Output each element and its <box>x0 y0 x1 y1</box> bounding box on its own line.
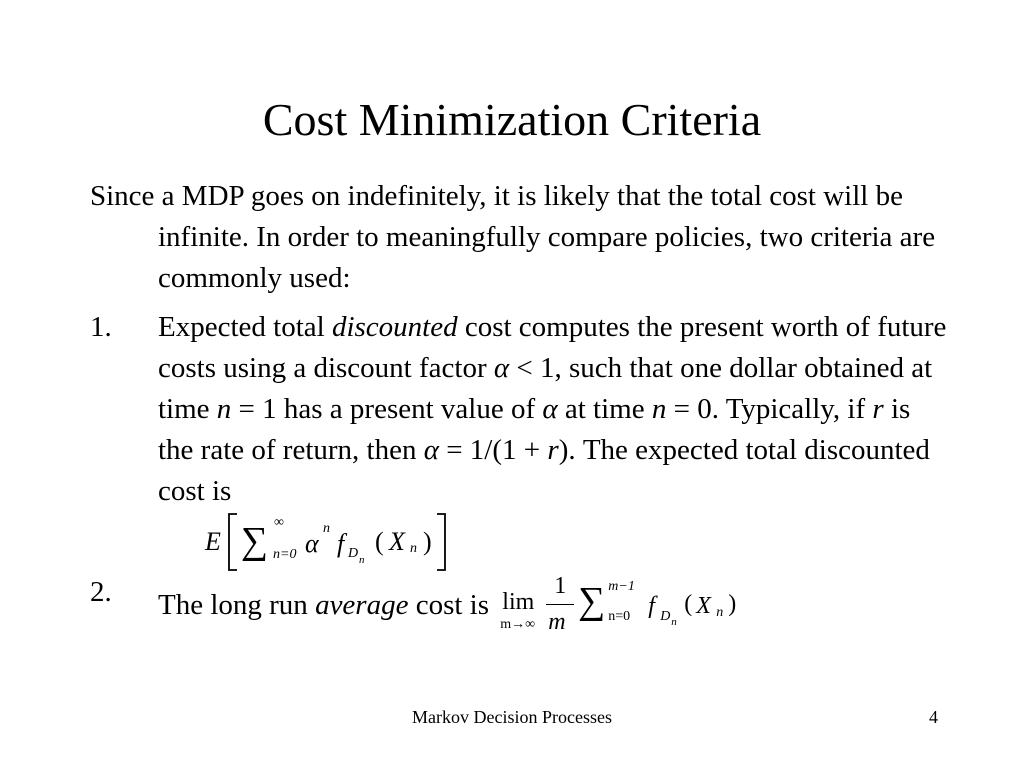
f-subscript-d: D <box>660 609 671 624</box>
item-text: cost is <box>408 589 490 621</box>
footer-title: Markov Decision Processes <box>412 707 612 727</box>
item-text: at time <box>557 393 652 425</box>
item-text: Expected total <box>158 311 332 343</box>
sum-lower-limit: n=0 <box>273 547 297 562</box>
lim-operator: lim <box>502 589 535 615</box>
f-subscript-n: n <box>671 616 677 628</box>
item-text: is the rate of return, then <box>158 393 911 466</box>
f-subscript-n: n <box>359 554 365 566</box>
item-text: ). The expected total discounted cost is <box>158 434 930 507</box>
item-text: = 0. Typically, if <box>666 393 873 425</box>
fraction-denominator: m <box>548 609 566 635</box>
left-paren: ( <box>684 591 693 617</box>
right-paren: ) <box>728 591 737 617</box>
intro-paragraph: Since a MDP goes on indefinitely, it is likely that the total cost will be infinite. In order to meaningfully compare policies, two criteria are commonly used: <box>90 180 936 294</box>
list-number: 1. <box>90 311 112 343</box>
variable-r: r <box>872 393 884 425</box>
list-item-discounted <box>90 307 950 512</box>
variable-n: n <box>216 393 232 425</box>
variable-n: n <box>651 393 667 425</box>
sum-symbol: ∑ <box>578 580 606 622</box>
alpha-exponent: n <box>323 521 330 536</box>
f-subscript-d: D <box>348 546 359 561</box>
right-bracket <box>435 512 449 572</box>
x-variable: X <box>389 527 405 556</box>
fraction-numerator: 1 <box>554 573 567 599</box>
slide-title: Cost Minimization Criteria <box>262 94 762 145</box>
alpha-symbol: α <box>305 529 319 558</box>
list-number: 2. <box>90 576 112 608</box>
sum-lower-limit: n=0 <box>608 609 631 624</box>
right-paren: ) <box>423 527 432 556</box>
alpha-symbol: α <box>493 352 510 384</box>
alpha-symbol: α <box>542 393 558 425</box>
expectation-operator: E <box>205 527 221 556</box>
alpha-symbol: α <box>423 434 439 466</box>
left-bracket <box>225 512 239 572</box>
page-number: 4 <box>929 707 938 727</box>
variable-r: r <box>547 434 559 466</box>
sum-symbol: ∑ <box>241 520 269 562</box>
list-item-average <box>90 572 950 644</box>
x-subscript: n <box>716 605 724 620</box>
x-variable: X <box>696 593 711 619</box>
x-subscript: n <box>410 541 417 556</box>
sum-upper-limit: ∞ <box>274 515 284 530</box>
item-text: = 1/(1 + <box>438 434 548 466</box>
fraction-bar <box>546 604 574 605</box>
left-paren: ( <box>375 527 384 556</box>
sum-upper-limit: m−1 <box>608 579 635 594</box>
slide-body <box>90 176 950 644</box>
f-function: f <box>337 529 345 558</box>
item-text: cost computes the present worth of future costs using a discount factor <box>158 311 947 384</box>
emphasis-text: discounted <box>331 311 458 343</box>
f-function: f <box>648 593 655 619</box>
item-text: The long run <box>158 589 316 621</box>
lim-subscript: m→∞ <box>500 617 536 632</box>
emphasis-text: average <box>315 589 409 621</box>
average-cost-formula <box>502 572 762 644</box>
item-text: < 1, such that one dollar obtained at time <box>158 352 933 425</box>
item-text: = 1 has a present value of <box>231 393 543 425</box>
